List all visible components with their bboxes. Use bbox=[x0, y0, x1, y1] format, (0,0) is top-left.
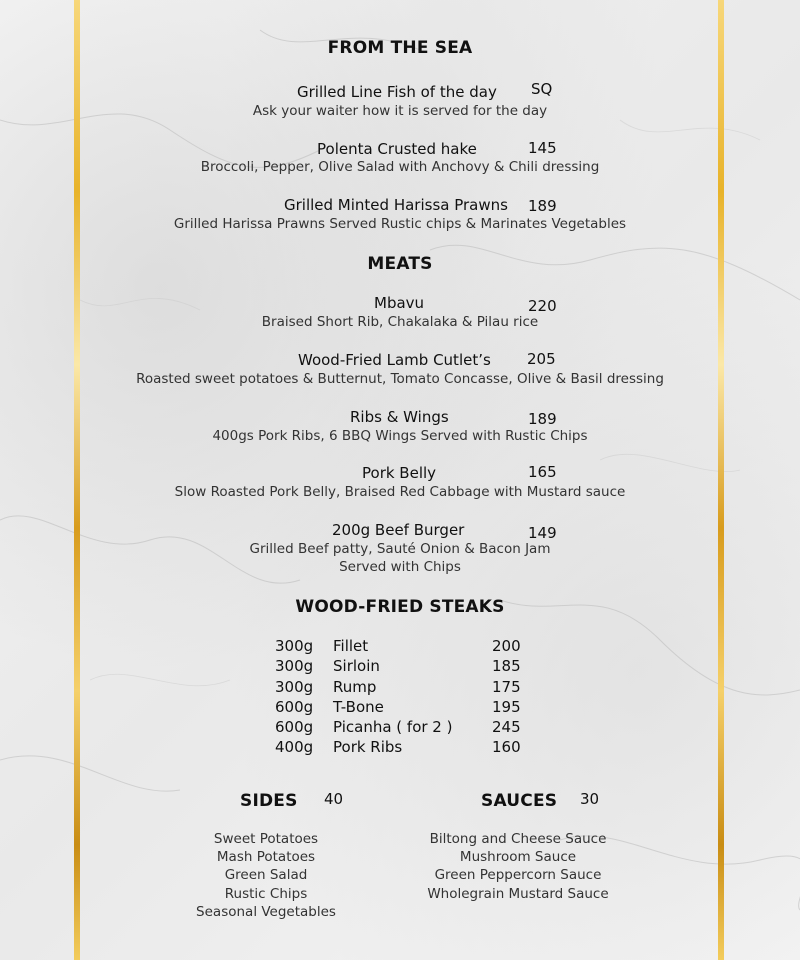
steak-name: Sirloin bbox=[333, 657, 380, 675]
steak-price: 185 bbox=[492, 657, 521, 675]
steak-price: 195 bbox=[492, 698, 521, 716]
section-heading-meats: MEATS bbox=[367, 254, 433, 274]
side-item: Green Salad bbox=[224, 867, 308, 883]
dish-name: Mbavu bbox=[374, 294, 425, 312]
section-heading-sides: SIDES bbox=[240, 791, 298, 811]
gold-border-right bbox=[718, 0, 724, 960]
dish-name: Pork Belly bbox=[362, 464, 437, 482]
section-heading-sea: FROM THE SEA bbox=[327, 38, 473, 58]
dish-name: Polenta Crusted hake bbox=[317, 140, 477, 158]
sauce-item: Biltong and Cheese Sauce bbox=[429, 831, 607, 847]
gold-border-left bbox=[74, 0, 80, 960]
steak-price: 245 bbox=[492, 718, 521, 736]
dish-name: Grilled Minted Harissa Prawns bbox=[284, 196, 508, 214]
steak-name: Fillet bbox=[333, 637, 369, 655]
side-item: Sweet Potatoes bbox=[213, 831, 319, 847]
section-heading-steaks: WOOD-FRIED STEAKS bbox=[295, 597, 505, 617]
dish-name: Grilled Line Fish of the day bbox=[297, 83, 497, 101]
side-item: Mash Potatoes bbox=[216, 849, 316, 865]
dish-description-line2: Served with Chips bbox=[339, 559, 461, 575]
steak-price: 175 bbox=[492, 678, 521, 696]
sauces-price: 30 bbox=[580, 790, 600, 808]
steak-name: T-Bone bbox=[333, 698, 384, 716]
dish-price: 205 bbox=[527, 350, 556, 368]
steak-price: 200 bbox=[492, 637, 521, 655]
dish-price: 145 bbox=[528, 139, 557, 157]
sauce-item: Wholegrain Mustard Sauce bbox=[427, 886, 609, 902]
steak-name: Picanha ( for 2 ) bbox=[333, 718, 453, 736]
steak-weight: 300g bbox=[275, 637, 314, 655]
dish-description: Slow Roasted Pork Belly, Braised Red Cabbage with Mustard sauce bbox=[174, 484, 626, 500]
dish-price: 149 bbox=[528, 524, 557, 542]
dish-name: 200g Beef Burger bbox=[332, 521, 465, 539]
sides-price: 40 bbox=[324, 790, 344, 808]
dish-description: Braised Short Rib, Chakalaka & Pilau rice bbox=[261, 314, 539, 330]
dish-description: Broccoli, Pepper, Olive Salad with Anchovy & Chili dressing bbox=[200, 159, 600, 175]
dish-price: 165 bbox=[528, 463, 557, 481]
steak-weight: 300g bbox=[275, 678, 314, 696]
dish-description: Roasted sweet potatoes & Butternut, Tomato Concasse, Olive & Basil dressing bbox=[136, 371, 664, 387]
steak-name: Pork Ribs bbox=[333, 738, 403, 756]
section-heading-sauces: SAUCES bbox=[481, 791, 558, 811]
steak-name: Rump bbox=[333, 678, 377, 696]
dish-price: 220 bbox=[528, 297, 557, 315]
steak-weight: 600g bbox=[275, 698, 314, 716]
side-item: Rustic Chips bbox=[224, 886, 308, 902]
dish-price: 189 bbox=[528, 197, 557, 215]
dish-price: SQ bbox=[531, 80, 553, 98]
sauce-item: Mushroom Sauce bbox=[459, 849, 577, 865]
steak-price: 160 bbox=[492, 738, 521, 756]
dish-name: Wood-Fried Lamb Cutlet’s bbox=[298, 351, 491, 369]
dish-price: 189 bbox=[528, 410, 557, 428]
sauce-item: Green Peppercorn Sauce bbox=[434, 867, 602, 883]
steak-weight: 600g bbox=[275, 718, 314, 736]
dish-name: Ribs & Wings bbox=[350, 408, 449, 426]
dish-description: Grilled Harissa Prawns Served Rustic chips & Marinates Vegetables bbox=[173, 216, 627, 232]
steak-weight: 300g bbox=[275, 657, 314, 675]
steak-weight: 400g bbox=[275, 738, 314, 756]
dish-description: Grilled Beef patty, Sauté Onion & Bacon Jam bbox=[249, 541, 551, 557]
side-item: Seasonal Vegetables bbox=[196, 904, 336, 920]
dish-description: 400gs Pork Ribs, 6 BBQ Wings Served with Rustic Chips bbox=[212, 428, 588, 444]
dish-description: Ask your waiter how it is served for the day bbox=[252, 103, 548, 119]
